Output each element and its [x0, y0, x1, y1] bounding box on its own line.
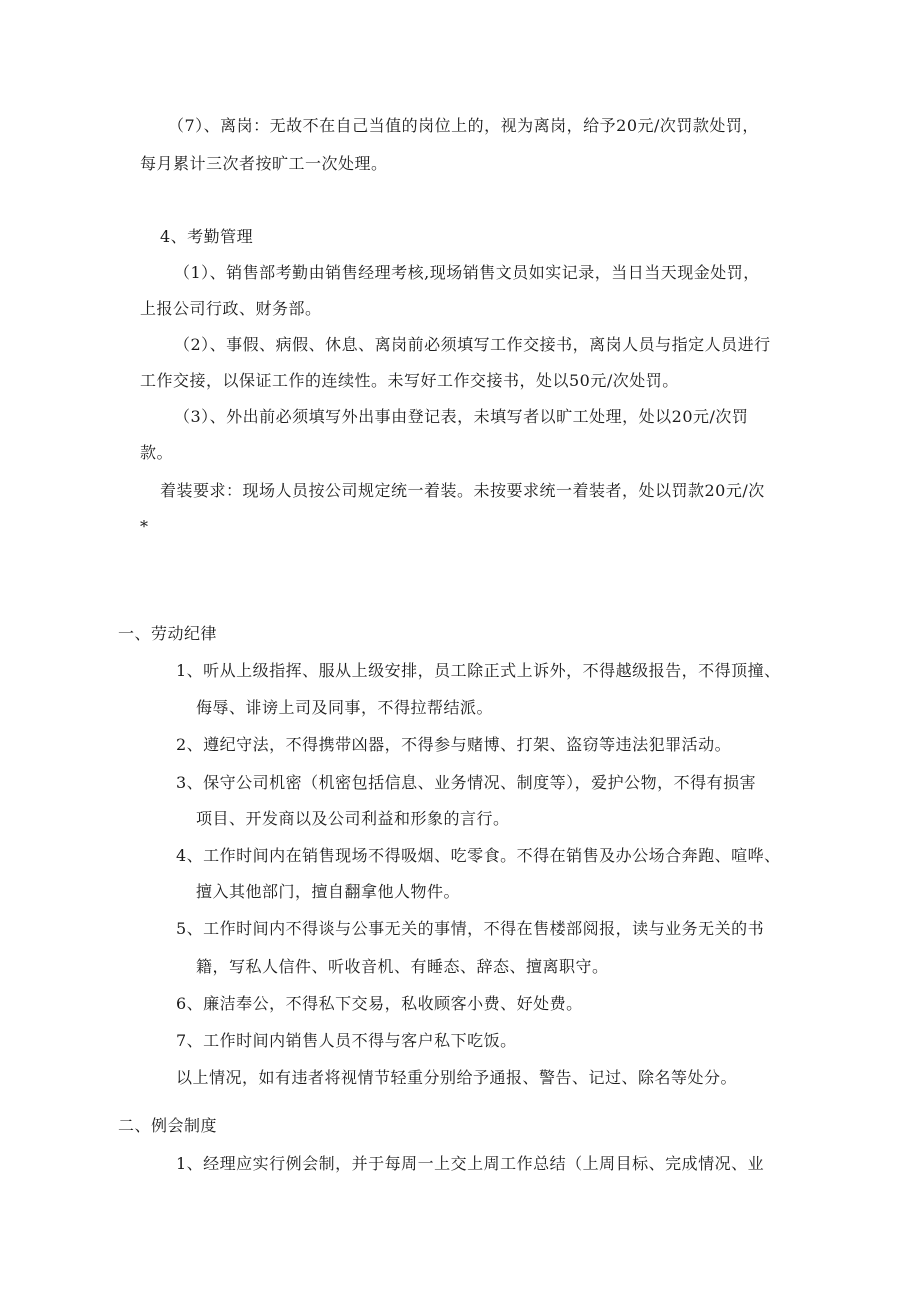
text-line: 着装要求：现场人员按公司规定统一着装。未按要求统一着装者，处以罚款20元/次	[160, 481, 765, 500]
text-line: *	[140, 517, 149, 536]
text-line: 上报公司行政、财务部。	[140, 299, 322, 318]
text-line: （7）、离岗：无故不在自己当值的岗位上的，视为离岗，给予20元/次罚款处罚，	[168, 116, 759, 135]
section-heading: 一、劳动纪律	[118, 624, 218, 643]
list-item: 7、工作时间内销售人员不得与客户私下吃饭。	[176, 1031, 517, 1050]
text-line: （3）、外出前必须填写外出事由登记表，未填写者以旷工处理，处以20元/次罚	[174, 407, 749, 426]
list-item-continuation: 侮辱、诽谤上司及同事，不得拉帮结派。	[196, 698, 494, 717]
section-heading: 二、例会制度	[118, 1116, 218, 1135]
list-item: 2、遵纪守法，不得携带凶器，不得参与赌博、打架、盗窃等违法犯罪活动。	[176, 735, 732, 754]
list-item: 5、工作时间内不得谈与公事无关的事情，不得在售楼部阅报，读与业务无关的书	[176, 919, 765, 938]
list-item: 1、经理应实行例会制，并于每周一上交上周工作总结（上周目标、完成情况、业	[176, 1154, 765, 1173]
list-item-continuation: 擅入其他部门，擅自翻拿他人物件。	[196, 882, 461, 901]
text-line: 每月累计三次者按旷工一次处理。	[140, 154, 388, 173]
text-line: （2）、事假、病假、休息、离岗前必须填写工作交接书，离岗人员与指定人员进行	[174, 335, 771, 354]
section-heading: 4、考勤管理	[160, 227, 254, 246]
text-line: 款。	[140, 443, 174, 462]
list-item-continuation: 项目、开发商以及公司利益和形象的言行。	[196, 809, 510, 828]
list-item: 1、听从上级指挥、服从上级安排，员工除正式上诉外，不得越级报告，不得顶撞、	[176, 661, 781, 680]
text-line: （1）、销售部考勤由销售经理考核,现场销售文员如实记录，当日当天现金处罚，	[174, 263, 760, 282]
list-item: 4、工作时间内在销售现场不得吸烟、吃零食。不得在销售及办公场合奔跑、喧哗、	[176, 846, 781, 865]
list-item-continuation: 籍，写私人信件、听收音机、有睡态、辞态、擅离职守。	[196, 957, 609, 976]
text-line: 工作交接，以保证工作的连续性。未写好工作交接书，处以50元/次处罚。	[140, 371, 679, 390]
text-line: 以上情况，如有违者将视情节轻重分别给予通报、警告、记过、除名等处分。	[176, 1068, 738, 1087]
list-item: 6、廉洁奉公，不得私下交易，私收顾客小费、好处费。	[176, 994, 583, 1013]
list-item: 3、保守公司机密（机密包括信息、业务情况、制度等），爱护公物，不得有损害	[176, 773, 757, 792]
